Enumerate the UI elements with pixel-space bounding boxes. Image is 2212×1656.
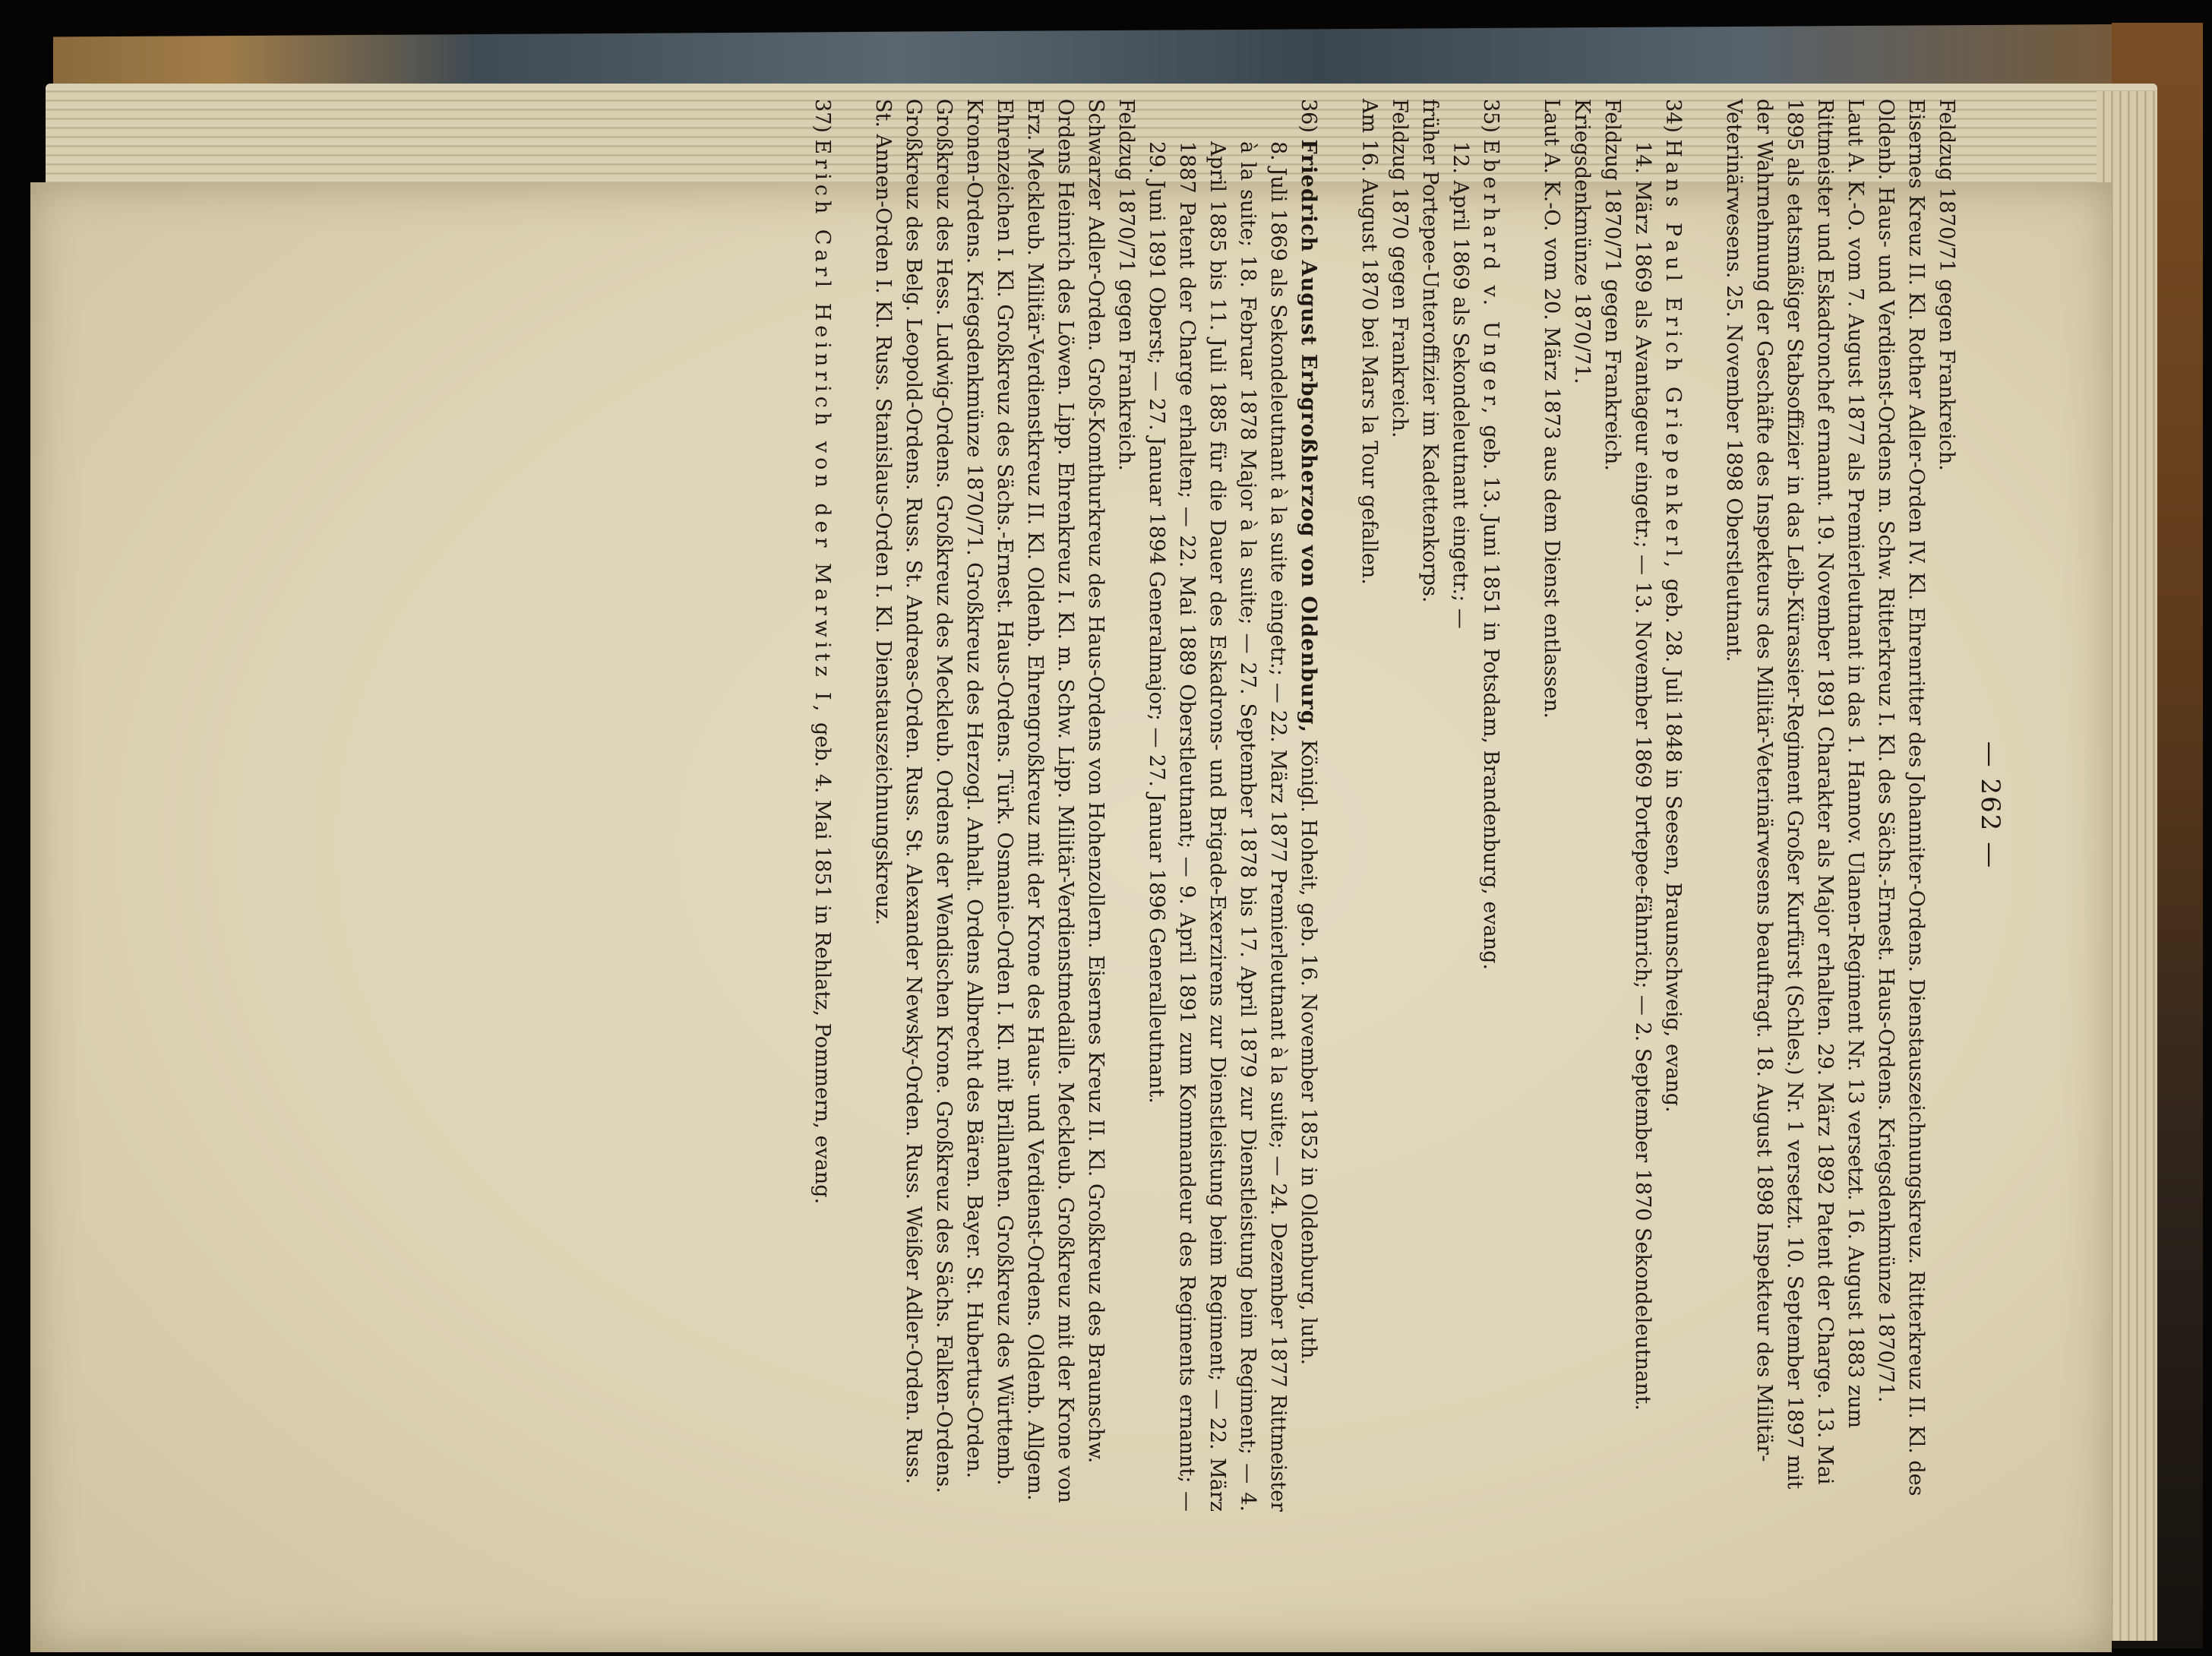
entry-line: Laut A. K.-O. vom 20. März 1873 aus dem Dienst entlassen. (1540, 99, 1563, 719)
entry-line: früher Portepee-Unteroffizier im Kadettenkorps. (1418, 99, 1442, 603)
entry-name: Hans Paul Erich Griepenkerl, (1661, 139, 1685, 573)
entry-heading (1475, 99, 1506, 1512)
entry-name: Erich Carl Heinrich von der Marwitz I, (811, 139, 834, 716)
tail-line: Laut A. K.-O. vom 7. August 1877 als Premierleutnant in das 1. Hannov. Ulanen-Regiment Nr. 13 versetzt. 16. August 1883 zum Rittmeister und Eskadronchef ernannt. 19. November 1891 Charakter als Major erhalten. 29. März 1892 Patent der Charge. 13. Mai 1895 als etatsmäßiger Stabsoffizier in das Leib-Kürassier-Regiment Großer Kurfürst (Schles.) Nr. 1 versetzt. 10. September 1897 mit der Wahrnehmung der Geschäfte des Inspekteurs des Militär-Veterinärwesens beauftragt. 18. August 1898 Inspekteur des Militär-Veterinärwesens. 25. November 1898 Oberstleutnant. (1722, 99, 1867, 1490)
entry-line: 12. April 1869 als Sekondeleutnant eingetr.; — (1449, 141, 1472, 629)
entry-line: Feldzug 1870 gegen Frankreich. (1388, 99, 1411, 438)
entry-36 (867, 99, 1323, 1512)
entry-top-tail (1718, 99, 1961, 1512)
page-number: — 262 — (1975, 741, 2005, 870)
entry-birth: geb. 28. Juli 1848 in Seesen, Braunschweig, evang. (1661, 578, 1685, 1113)
entry-34 (1536, 99, 1688, 1512)
entry-name: Eberhard v. Unger, (1479, 139, 1503, 419)
entry-heading (1293, 99, 1323, 1512)
entry-number: 35) (1479, 99, 1503, 133)
tail-line: Eisernes Kreuz II. Kl. Rother Adler-Orden IV. Kl. Ehrenritter des Johanniter-Ordens. Dienstauszeichnungskreuz. Ritterkreuz II. Kl. des Oldenb. Haus- und Verdienst-Ordens m. Schw. Ritterkreuz I. Kl. des Sächs.-Ernest. Haus-Ordens. Kriegsdenkmünze 1870/71. (1874, 99, 1928, 1496)
entry-name: Friedrich August Erbgroßherzog von Oldenburg, (1297, 139, 1320, 733)
entry-birth: Königl. Hoheit, geb. 16. November 1852 in Oldenburg, luth. (1297, 739, 1320, 1366)
entry-line: Schwarzer Adler-Orden. Groß-Komthurkreuz des Haus-Ordens von Hohenzollern. Eisernes Kreuz II. Kl. Großkreuz des Braunschw. Ordens Heinrich des Löwen. Lipp. Ehrenkreuz I. Kl. m. Schw. Lipp. Militär-Verdienstmedaille. Meckleub. Großkreuz mit der Krone von Erz. Meckleub. Militär-Verdienstkreuz II. Kl. Oldenb. Ehrengroßkreuz mit der Krone des Haus- und Verdienst-Ordens. Oldenb. Allgem. Ehrenzeichen I. Kl. Großkreuz des Sächs.-Ernest. Haus-Ordens. Türk. Osmanie-Orden I. Kl. mit Brillanten. Großkreuz des Württemb. Kronen-Ordens. Kriegsdenkmünze 1870/71. Großkreuz des Herzogl. Anhalt. Ordens Albrecht des Bären. Bayer. St. Hubertus-Orden. Großkreuz des Hess. Ludwig-Ordens. Großkreuz des Meckleub. Ordens der Wendischen Krone. Großkreuz des Sächs. Falken-Ordens. Großkreuz des Belg. Leopold-Ordens. Russ. St. Andreas-Orden. Russ. St. Alexander Newsky-Orden. Russ. Weißer Adler-Orden. Russ. St. Annen-Orden I. Kl. Russ. Stanislaus-Orden I. Kl. Dienstauszeichnungskreuz. (871, 99, 1108, 1503)
entry-number: 37) (811, 99, 834, 133)
entry-number: 34) (1661, 99, 1685, 133)
entry-line: 8. Juli 1869 als Sekondeleutnant à la suite eingetr.; — 22. März 1877 Premierleutnant à la suite; — 24. Dezember 1877 Rittmeister à la suite; 18. Februar 1878 Major à la suite; — 27. September 1878 bis 17. April 1879 zur Dienstleistung beim Regiment; — 4. April 1885 bis 11. Juli 1885 für die Dauer des Eskadrons- und Brigade-Exerzirens zur Dienstleistung beim Regiment; — 22. März 1887 Patent der Charge erhalten; — 22. Mai 1889 Oberstleutnant; — 9. April 1891 zum Kommandeur des Regiments ernannt; — 29. Juni 1891 Oberst; — 27. Januar 1894 Generalmajor; — 27. Januar 1896 Generalleutnant. (1145, 141, 1290, 1512)
entry-line: Feldzug 1870/71 gegen Frankreich. (1114, 99, 1138, 471)
entry-37 (807, 99, 837, 1512)
entry-line: Am 16. August 1870 bei Mars la Tour gefallen. (1357, 99, 1381, 585)
entry-birth: geb. 4. Mai 1851 in Rehlatz, Pommern, evang. (811, 722, 834, 1205)
tail-line: Feldzug 1870/71 gegen Frankreich. (1935, 99, 1958, 471)
page-text-block (152, 99, 2005, 1512)
entry-heading (1657, 99, 1688, 1512)
entry-35 (1354, 99, 1506, 1512)
entry-heading (807, 99, 837, 1512)
entry-line: Kriegsdenkmünze 1870/71. (1570, 99, 1594, 384)
entry-birth: geb. 13. Juni 1851 in Potsdam, Brandenburg, evang. (1479, 425, 1503, 971)
entry-line: Feldzug 1870/71 gegen Frankreich. (1601, 99, 1624, 471)
entry-line: 14. März 1869 als Avantageur eingetr.; — 13. November 1869 Portepee-fähnrich; — 2. September 1870 Sekondeleutnant. (1631, 141, 1654, 1411)
entry-number: 36) (1297, 99, 1320, 133)
